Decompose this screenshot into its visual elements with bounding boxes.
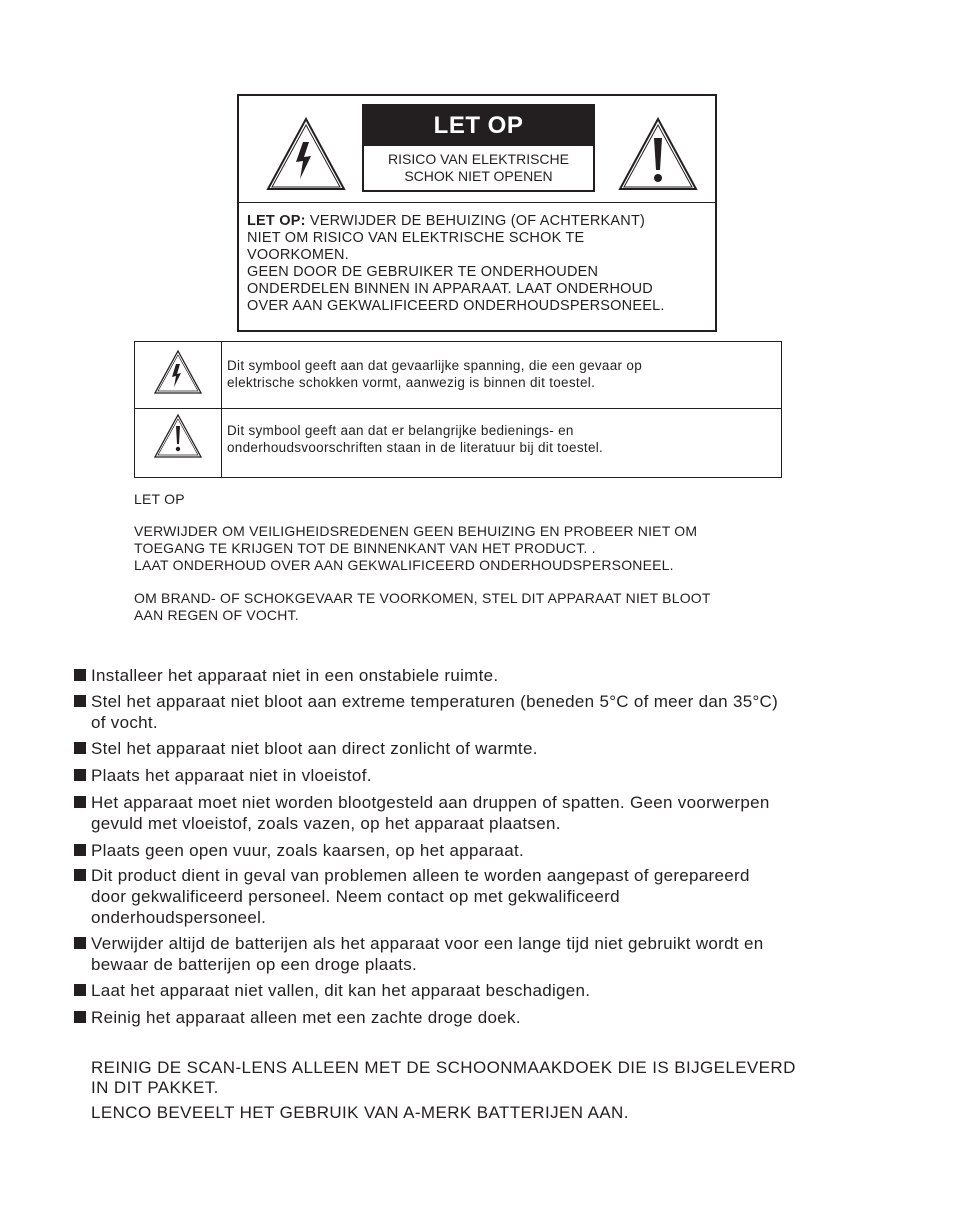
notice-line: AAN REGEN OF VOCHT. [134,607,299,623]
exclamation-warning-icon [617,116,699,197]
bullet-square-icon [74,844,86,856]
notice-line: OM BRAND- OF SCHOKGEVAAR TE VOORKOMEN, STEL DIT APPARAAT NIET BLOOT [134,590,711,606]
caution-line: GEEN DOOR DE GEBRUIKER TE ONDERHOUDEN [247,264,599,280]
list-item-text: Stel het apparaat niet bloot aan extreme temperaturen (beneden 5°C of meer dan 35°C) [91,692,779,711]
caution-subtitle-line: RISICO VAN ELEKTRISCHE [387,151,569,167]
list-item-text: Plaats het apparaat niet in vloeistof. [91,766,372,785]
list-item-text: onderhoudspersoneel. [91,908,267,927]
caution-line: ONDERDELEN BINNEN IN APPARAAT. LAAT ONDERHOUD [247,281,653,297]
bullet-square-icon [74,869,86,881]
bullet-square-icon [74,769,86,781]
exclamation-warning-icon [153,413,203,464]
list-item-text: door gekwalificeerd personeel. Neem contact op met gekwalificeerd [91,887,620,906]
list-item [74,1007,874,1028]
table-row [135,408,781,477]
list-item [74,738,874,759]
caution-body [247,213,713,315]
bullet-square-icon [74,796,86,808]
notice-heading: LET OP [134,491,185,507]
caution-label: LET OP: [247,213,306,229]
list-item-text: bewaar de batterijen op een droge plaats. [91,955,418,974]
caution-subtitle-line: SCHOK NIET OPENEN [404,168,553,184]
list-item-text: Reinig het apparaat alleen met een zachte droge doek. [91,1008,521,1027]
list-item-text: of vocht. [91,713,158,732]
bullet-square-icon [74,1011,86,1023]
bullet-square-icon [74,669,86,681]
caution-box [237,94,717,332]
list-item [74,665,874,686]
symbol-table [134,341,782,478]
list-item-text: Installeer het apparaat niet in een onstabiele ruimte. [91,666,499,685]
symbol-description-line: Dit symbool geeft aan dat gevaarlijke spanning, die een gevaar op [227,358,643,373]
lightning-warning-icon [265,116,347,197]
list-item-text: Stel het apparaat niet bloot aan direct zonlicht of warmte. [91,739,538,758]
list-item-text: Plaats geen open vuur, zoals kaarsen, op het apparaat. [91,841,524,860]
footer-note: LENCO BEVEELT HET GEBRUIK VAN A-MERK BATTERIJEN AAN. [91,1103,629,1122]
bullet-square-icon [74,937,86,949]
list-item-text: Dit product dient in geval van problemen alleen te worden aangepast of gerepareerd [91,866,750,885]
caution-title-block [362,104,595,192]
caution-line: VOORKOMEN. [247,247,349,263]
caution-divider [239,202,715,203]
caution-subtitle [364,146,593,185]
notice-paragraph [134,523,834,574]
list-item [74,980,874,1001]
caution-line: LET OP: VERWIJDER DE BEHUIZING (OF ACHTERKANT) [247,213,646,229]
list-item [74,933,874,975]
list-item-text: Verwijder altijd de batterijen als het apparaat voor een lange tijd niet gebruikt wordt en [91,934,764,953]
symbol-description [227,357,642,391]
lightning-warning-icon [153,349,203,400]
caution-line: OVER AAN GEKWALIFICEERD ONDERHOUDSPERSONEEL. [247,298,665,314]
bullet-square-icon [74,984,86,996]
notice-paragraph [134,590,834,624]
list-item-text: Het apparaat moet niet worden blootgesteld aan druppen of spatten. Geen voorwerpen [91,793,770,812]
footer-line: REINIG DE SCAN-LENS ALLEEN MET DE SCHOONMAAKDOEK DIE IS BIJGELEVERD [91,1058,796,1077]
symbol-description [227,422,603,456]
caution-line: NIET OM RISICO VAN ELEKTRISCHE SCHOK TE [247,230,585,246]
notice-line: VERWIJDER OM VEILIGHEIDSREDENEN GEEN BEHUIZING EN PROBEER NIET OM [134,523,698,539]
list-item [74,691,874,733]
list-item [74,840,874,861]
bullet-square-icon [74,695,86,707]
table-row [135,342,781,409]
list-item [74,792,874,834]
symbol-description-line: onderhoudsvoorschriften staan in de literatuur bij dit toestel. [227,440,604,455]
list-item-text: gevuld met vloeistof, zoals vazen, op het apparaat plaatsen. [91,814,561,833]
list-item-text: Laat het apparaat niet vallen, dit kan het apparaat beschadigen. [91,981,591,1000]
symbol-description-line: Dit symbool geeft aan dat er belangrijke bedienings- en [227,423,574,438]
footer-note [91,1058,891,1098]
symbol-description-line: elektrische schokken vormt, aanwezig is binnen dit toestel. [227,375,596,390]
footer-line: IN DIT PAKKET. [91,1078,219,1097]
caution-title: LET OP [364,106,593,146]
list-item [74,765,874,786]
bullet-square-icon [74,742,86,754]
list-item [74,865,874,928]
notice-line: LAAT ONDERHOUD OVER AAN GEKWALIFICEERD ONDERHOUDSPERSONEEL. [134,557,674,573]
notice-line: TOEGANG TE KRIJGEN TOT DE BINNENKANT VAN HET PRODUCT. . [134,540,596,556]
